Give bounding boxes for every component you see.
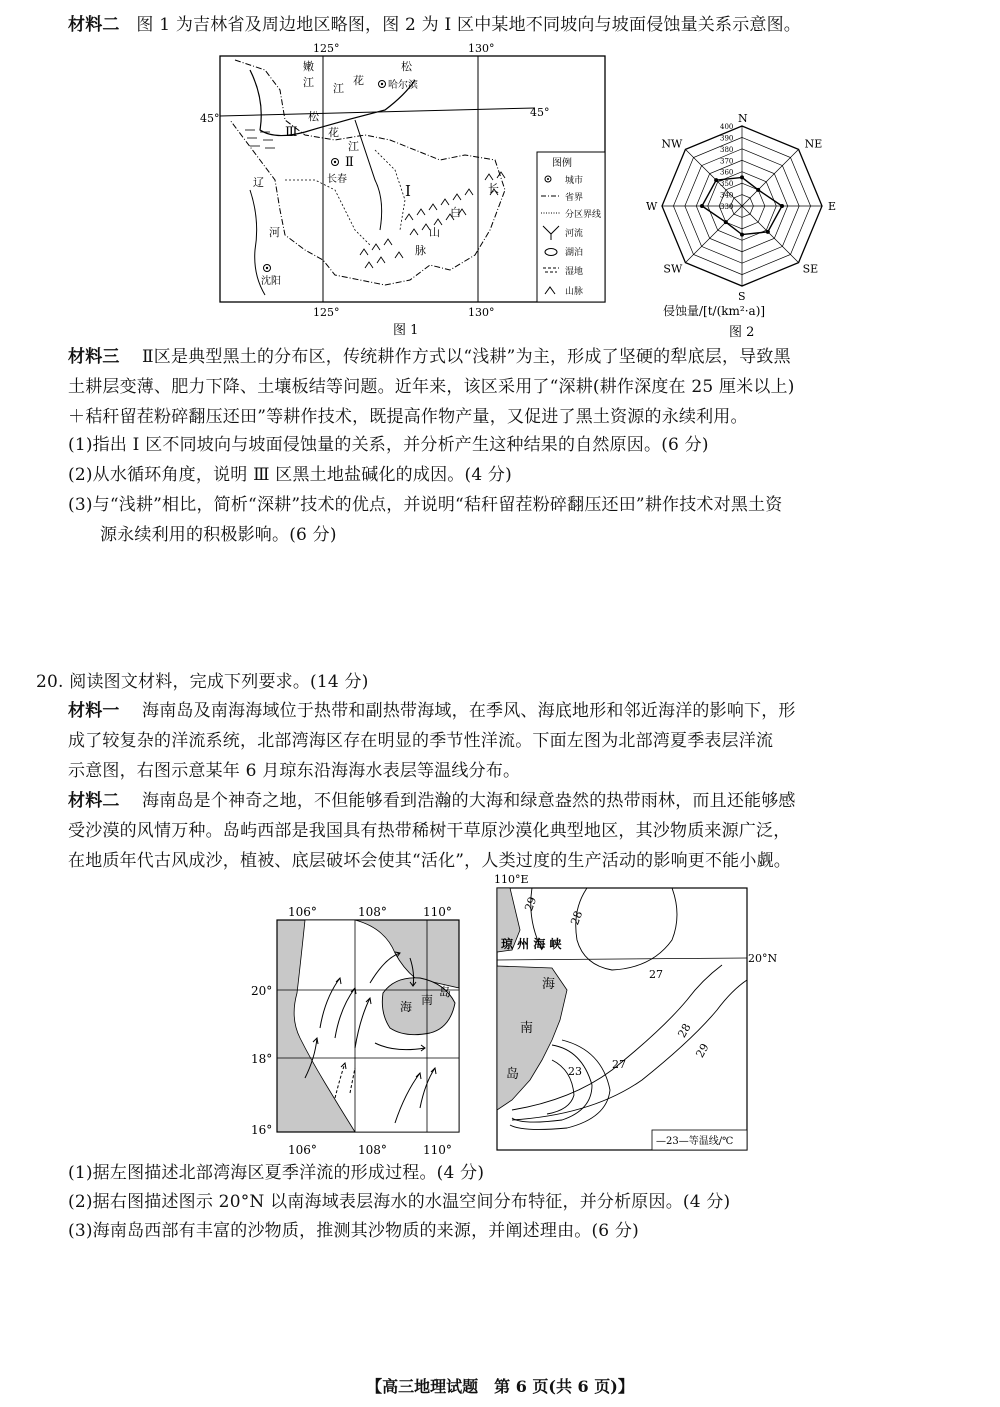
lon-label: 106° bbox=[288, 905, 317, 919]
legend-text: —23—等温线/℃ bbox=[656, 1136, 734, 1147]
q20-material2-line-2: 受沙漠的风情万种。岛屿西部是我国具有热带稀树干草原沙漠化典型地区，其沙物质来源广泛， bbox=[68, 821, 791, 841]
map-label: 脉 bbox=[415, 244, 426, 257]
legend-item: 湿地 bbox=[565, 267, 584, 277]
map-label: 河 bbox=[269, 226, 280, 239]
figure-caption: 图 1 bbox=[393, 323, 419, 338]
lat-label: 45° bbox=[200, 112, 220, 125]
q20-header: 20. 阅读图文材料，完成下列要求。(14 分) bbox=[36, 672, 369, 692]
lon-label: 108° bbox=[358, 1143, 387, 1157]
material2-line bbox=[68, 14, 801, 36]
figure1-jilin-map bbox=[200, 40, 625, 340]
map-label: 花 bbox=[328, 126, 339, 139]
q19-question-3-cont: 源永续利用的积极影响。(6 分) bbox=[100, 525, 337, 545]
radar-data-point bbox=[756, 188, 760, 192]
map-label: 长 bbox=[488, 182, 499, 195]
legend-item: 山脉 bbox=[565, 287, 584, 297]
map-label: 白 bbox=[450, 206, 461, 219]
q20-question-2: (2)据右图描述图示 20°N 以南海域表层海水的水温空间分布特征，并分析原因。(4 分) bbox=[68, 1192, 731, 1212]
map-legend bbox=[537, 152, 605, 302]
isotherm-label: 29 bbox=[693, 1041, 712, 1060]
material3-line-1 bbox=[68, 346, 791, 368]
page-footer: 【高三地理试题 第 6 页(共 6 页)】 bbox=[366, 1377, 634, 1396]
q19-question-1: (1)指出 Ⅰ 区不同坡向与坡面侵蚀量的关系，并分析产生这种结果的自然原因。(6 分) bbox=[68, 435, 709, 455]
map-label: 江 bbox=[333, 82, 344, 95]
q19-question-3: (3)与“浅耕”相比，简析“深耕”技术的优点，并说明“秸秆留茬粉碎翻压还田”耕作技术对黑土资 bbox=[68, 495, 783, 515]
radar-direction-label: NE bbox=[804, 137, 823, 151]
map-label: 花 bbox=[353, 74, 364, 87]
legend-item: 河流 bbox=[565, 229, 584, 239]
material-text: Ⅱ区是典型黑土的分布区，传统耕作方式以“浅耕”为主，形成了坚硬的犁底层，导致黑 bbox=[142, 347, 791, 367]
isotherm-label: 27 bbox=[612, 1058, 626, 1071]
radar-data-point bbox=[766, 230, 770, 234]
radar-data-point bbox=[724, 220, 728, 224]
figure-caption: 图 2 bbox=[729, 325, 755, 340]
q20-material2-line-1 bbox=[68, 790, 796, 812]
isotherm-label: 29 bbox=[522, 895, 540, 913]
isotherm-label: 28 bbox=[675, 1021, 694, 1040]
radar-axis-label: 侵蚀量/[t/(km²·a)] bbox=[663, 304, 766, 318]
map-label: 松 bbox=[401, 60, 412, 73]
radar-direction-label: SW bbox=[663, 262, 683, 276]
radar-tick-label: 360 bbox=[720, 168, 734, 177]
map-label: 松 bbox=[308, 110, 319, 123]
q20-material1-line-2: 成了较复杂的洋流系统，北部湾海区存在明显的季节性洋流。下面左图为北部湾夏季表层洋流 bbox=[68, 731, 774, 751]
material3-line-3: ＋秸秆留茬粉碎翻压还田”等耕作技术，既提高作物产量，又促进了黑土资源的永续利用。 bbox=[68, 407, 748, 427]
radar-direction-label: S bbox=[738, 290, 746, 303]
isotherm-label: 28 bbox=[568, 909, 586, 927]
radar-tick-label: 400 bbox=[720, 123, 734, 131]
lat-label: 18° bbox=[251, 1052, 273, 1066]
radar-data-point bbox=[700, 204, 704, 208]
map-label: 辽 bbox=[253, 176, 264, 189]
map-label: 南 bbox=[421, 993, 434, 1007]
map-label: 嫩 bbox=[303, 60, 314, 73]
legend-item: 城市 bbox=[565, 176, 584, 186]
q20-material1-line-3: 示意图，右图示意某年 6 月琼东沿海海水表层等温线分布。 bbox=[68, 761, 521, 781]
figure2-radar-chart bbox=[645, 108, 845, 340]
lat-label: 16° bbox=[251, 1123, 273, 1137]
radar-tick-label: 370 bbox=[720, 157, 734, 166]
material-label: 材料二 bbox=[68, 791, 120, 811]
lon-label: 106° bbox=[288, 1143, 317, 1157]
map-label: 山 bbox=[429, 226, 440, 239]
strait-label: 琼 州 海 峡 bbox=[501, 937, 562, 951]
material-text: 海南岛及南海海域位于热带和副热带海域，在季风、海底地形和邻近海洋的影响下，形 bbox=[142, 701, 796, 721]
q20-material2-line-3: 在地质年代古风成沙，植被、底层破坏会使其“活化”，人类过度的生产活动的影响更不能小觑。 bbox=[68, 851, 791, 871]
lon-label: 110° bbox=[423, 905, 452, 919]
map-label: 南 bbox=[520, 1021, 534, 1036]
map-label: 海 bbox=[400, 1000, 413, 1014]
radar-tick-label: 390 bbox=[720, 134, 734, 143]
material-label: 材料二 bbox=[68, 15, 120, 35]
radar-direction-label: N bbox=[738, 112, 748, 125]
lat-label: 20° bbox=[251, 984, 273, 998]
qiongdong-isotherm-map bbox=[492, 870, 782, 1160]
material3-line-2: 土耕层变薄、肥力下降、土壤板结等问题。近年来，该区采用了“深耕(耕作深度在 25 厘米以上) bbox=[68, 377, 795, 397]
q20-question-1: (1)据左图描述北部湾海区夏季洋流的形成过程。(4 分) bbox=[68, 1163, 485, 1183]
beibu-gulf-current-map bbox=[245, 898, 470, 1160]
material-label: 材料三 bbox=[68, 347, 120, 367]
region-label: Ⅱ bbox=[345, 155, 354, 170]
region-label: Ⅲ bbox=[285, 125, 298, 140]
radar-data-point bbox=[740, 233, 744, 237]
legend-title: 图例 bbox=[552, 158, 572, 169]
material-text: 图 1 为吉林省及周边地区略图，图 2 为 Ⅰ 区中某地不同坡向与坡面侵蚀量关系示意图。 bbox=[136, 15, 801, 35]
legend-item: 省界 bbox=[565, 193, 584, 203]
radar-tick-label: 330 bbox=[720, 203, 734, 211]
isotherm-label: 27 bbox=[649, 968, 663, 981]
q20-material1-line-1 bbox=[68, 700, 796, 722]
region-label: Ⅰ bbox=[405, 182, 411, 200]
lon-label: 125° bbox=[313, 42, 340, 55]
city-label: 沈阳 bbox=[261, 276, 281, 287]
lat-label: 20°N bbox=[748, 952, 778, 965]
material-label: 材料一 bbox=[68, 701, 120, 721]
map-label: 江 bbox=[348, 140, 359, 153]
q20-question-3: (3)海南岛西部有丰富的沙物质，推测其沙物质的来源，并阐述理由。(6 分) bbox=[68, 1221, 639, 1241]
lon-label: 125° bbox=[313, 306, 340, 319]
legend-item: 分区界线 bbox=[565, 210, 602, 220]
material-text: 海南岛是个神奇之地，不但能够看到浩瀚的大海和绿意盎然的热带雨林，而且还能够感 bbox=[142, 791, 796, 811]
radar-data-point bbox=[780, 204, 784, 208]
q19-question-2: (2)从水循环角度，说明 Ⅲ 区黑土地盐碱化的成因。(4 分) bbox=[68, 465, 512, 485]
lon-label: 130° bbox=[468, 306, 495, 319]
lat-label: 45° bbox=[530, 106, 550, 119]
radar-tick-label: 350 bbox=[720, 180, 734, 189]
radar-data-point bbox=[714, 178, 718, 182]
radar-tick-label: 340 bbox=[720, 191, 734, 200]
radar-direction-label: NW bbox=[661, 137, 683, 151]
lon-label: 110° bbox=[423, 1143, 452, 1157]
map-label: 岛 bbox=[506, 1067, 520, 1082]
legend-item: 湖泊 bbox=[565, 248, 584, 258]
isotherm-label: 23 bbox=[568, 1065, 582, 1078]
lon-label: 108° bbox=[358, 905, 387, 919]
map-label: 江 bbox=[303, 76, 314, 89]
radar-direction-label: SE bbox=[802, 262, 819, 276]
lon-label: 130° bbox=[468, 42, 495, 55]
radar-direction-label: E bbox=[828, 200, 837, 213]
city-label: 哈尔滨 bbox=[388, 80, 418, 91]
lon-label: 110°E bbox=[494, 873, 529, 886]
map-label: 海 bbox=[542, 977, 556, 992]
radar-direction-label: W bbox=[646, 200, 658, 213]
radar-tick-label: 380 bbox=[720, 145, 734, 154]
map-label: 岛 bbox=[439, 985, 452, 999]
radar-data-point bbox=[740, 175, 744, 179]
city-label: 长春 bbox=[327, 174, 347, 185]
